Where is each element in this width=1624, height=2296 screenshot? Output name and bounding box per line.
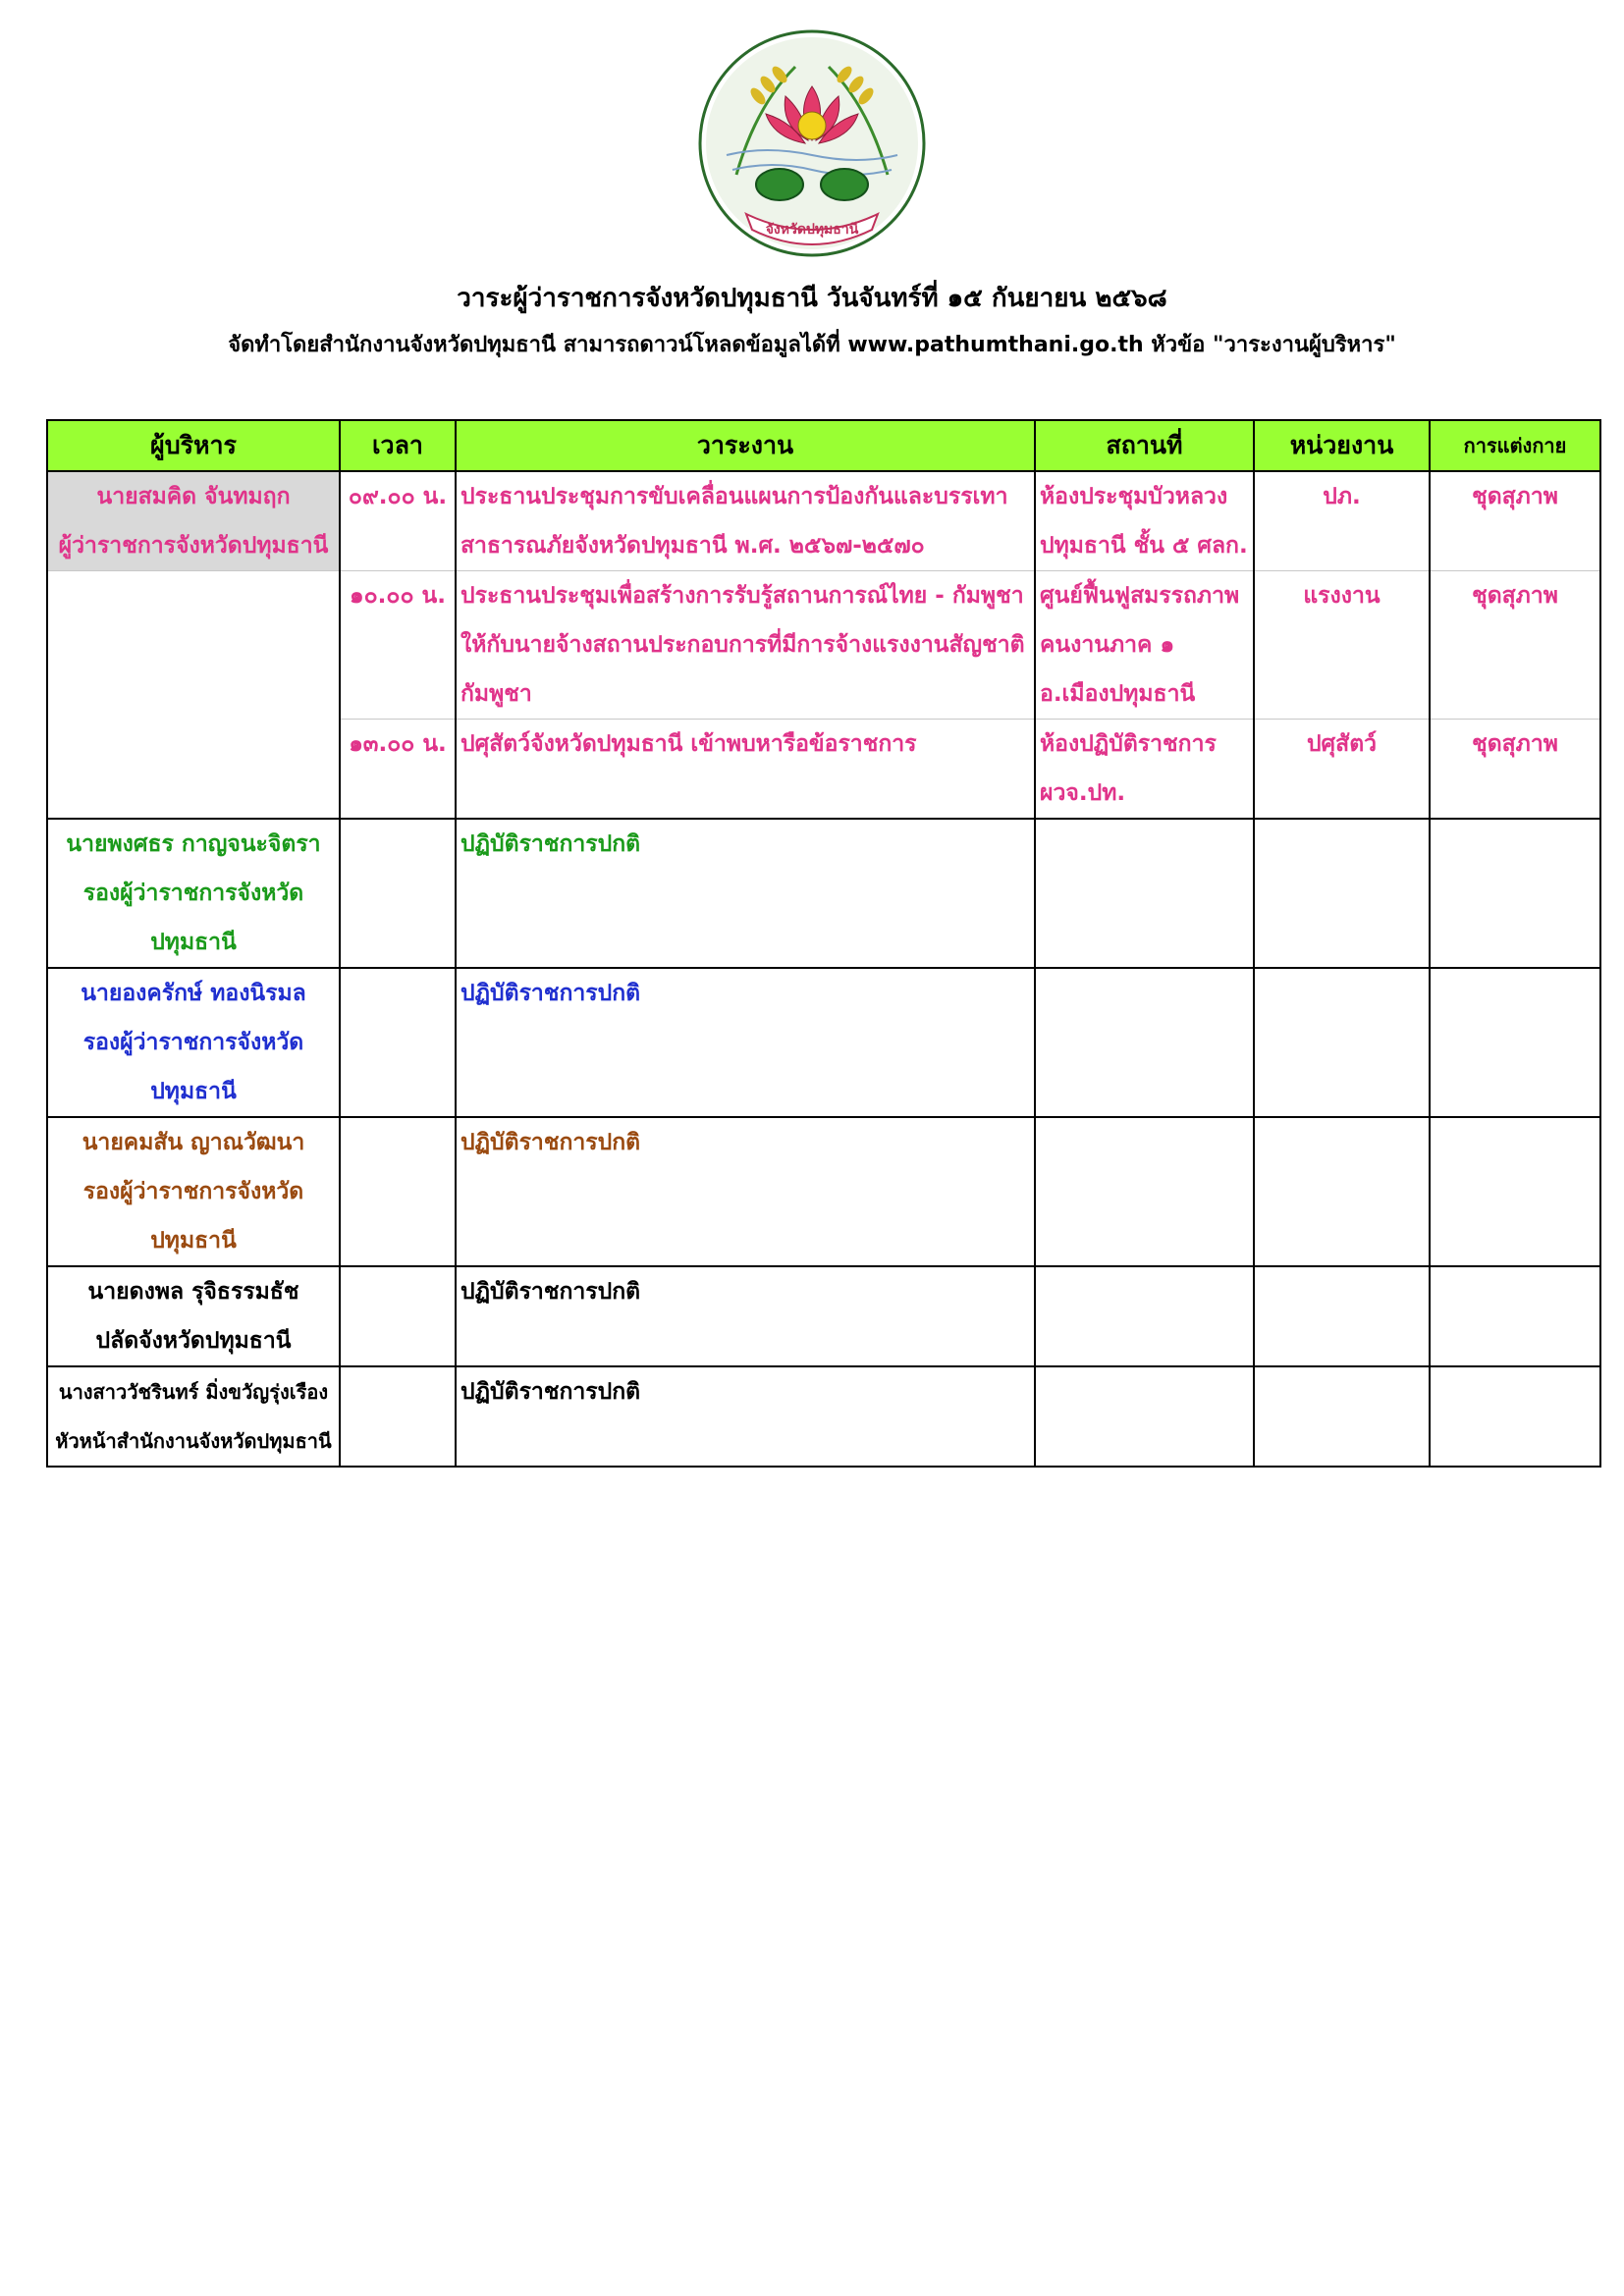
agency-cell bbox=[1254, 1117, 1430, 1266]
agenda-line: กัมพูชา bbox=[460, 681, 532, 707]
place-line: ศูนย์ฟื้นฟูสมรรถภาพ bbox=[1040, 583, 1240, 609]
agenda-cell bbox=[456, 471, 1035, 571]
place-line: อ.เมืองปทุมธานี bbox=[1040, 681, 1196, 707]
executive-position: รองผู้ว่าราชการจังหวัดปทุมธานี bbox=[82, 881, 304, 955]
time-cell bbox=[340, 1366, 456, 1467]
executive-position: ปลัดจังหวัดปทุมธานี bbox=[95, 1328, 292, 1354]
agenda-line: ประธานประชุมการขับเคลื่อนแผนการป้องกันและบรรเทา bbox=[460, 484, 1008, 509]
place-line: ห้องประชุมบัวหลวง bbox=[1040, 484, 1228, 509]
table-row bbox=[47, 471, 1600, 571]
time-cell: ๑๐.๐๐ น. bbox=[340, 571, 456, 720]
time-cell bbox=[340, 819, 456, 968]
page-subtitle: จัดทำโดยสำนักงานจังหวัดปทุมธานี สามารถดาวน์โหลดข้อมูลได้ที่ www.pathumthani.go.th หัวข้อ "วาระงานผู้บริหาร" bbox=[228, 333, 1396, 357]
place-line: ปทุมธานี ชั้น ๕ ศลก. bbox=[1040, 533, 1248, 559]
dress-cell bbox=[1430, 1366, 1600, 1467]
agenda-cell: ปฏิบัติราชการปกติ bbox=[456, 968, 1035, 1117]
dress-cell bbox=[1430, 1117, 1600, 1266]
table-header-row bbox=[47, 420, 1600, 471]
dress-cell: ชุดสุภาพ bbox=[1430, 571, 1600, 720]
executive-position: รองผู้ว่าราชการจังหวัดปทุมธานี bbox=[82, 1179, 304, 1254]
col-header-dress: การแต่งกาย bbox=[1430, 420, 1600, 471]
executive-position: รองผู้ว่าราชการจังหวัดปทุมธานี bbox=[82, 1030, 304, 1104]
executive-cell bbox=[47, 1266, 340, 1366]
place-cell bbox=[1035, 471, 1254, 571]
agenda-line: ให้กับนายจ้างสถานประกอบการที่มีการจ้างแรงงานสัญชาติ bbox=[460, 632, 1025, 658]
executive-cell bbox=[47, 968, 340, 1117]
agenda-cell: ปฏิบัติราชการปกติ bbox=[456, 1366, 1035, 1467]
executive-name: นายพงศธร กาญจนะจิตรา bbox=[66, 831, 321, 857]
time-cell bbox=[340, 1117, 456, 1266]
col-header-time: เวลา bbox=[340, 420, 456, 471]
agenda-line: ประธานประชุมเพื่อสร้างการรับรู้สถานการณ์ไทย - กัมพูชา bbox=[460, 583, 1024, 609]
table-row bbox=[47, 968, 1600, 1117]
empty-cell bbox=[47, 571, 340, 720]
agenda-line: สาธารณภัยจังหวัดปทุมธานี พ.ศ. ๒๕๖๗-๒๕๗๐ bbox=[460, 533, 925, 559]
page-title: วาระผู้ว่าราชการจังหวัดปทุมธานี วันจันทร์ที่ ๑๕ กันยายน ๒๕๖๘ bbox=[457, 284, 1167, 313]
executive-name: นายดงพล รุจิธรรมธัช bbox=[87, 1279, 299, 1305]
agency-cell: แรงงาน bbox=[1254, 571, 1430, 720]
agency-cell bbox=[1254, 1266, 1430, 1366]
time-cell: ๐๙.๐๐ น. bbox=[340, 471, 456, 571]
col-header-place: สถานที่ bbox=[1035, 420, 1254, 471]
schedule-table bbox=[46, 419, 1601, 1468]
dress-cell: ชุดสุภาพ bbox=[1430, 720, 1600, 820]
governor-position: ผู้ว่าราชการจังหวัดปทุมธานี bbox=[58, 533, 329, 559]
col-header-executive: ผู้บริหาร bbox=[47, 420, 340, 471]
dress-cell bbox=[1430, 1266, 1600, 1366]
executive-name: นายคมสัน ญาณวัฒนา bbox=[81, 1130, 305, 1155]
place-cell bbox=[1035, 1266, 1254, 1366]
place-cell bbox=[1035, 571, 1254, 720]
executive-cell bbox=[47, 1366, 340, 1467]
table-row bbox=[47, 1266, 1600, 1366]
agenda-cell: ปฏิบัติราชการปกติ bbox=[456, 1117, 1035, 1266]
svg-text:จังหวัดปทุมธานี: จังหวัดปทุมธานี bbox=[765, 222, 859, 238]
agenda-cell: ปฏิบัติราชการปกติ bbox=[456, 1266, 1035, 1366]
governor-cell bbox=[47, 471, 340, 571]
place-cell bbox=[1035, 1366, 1254, 1467]
dress-cell bbox=[1430, 819, 1600, 968]
col-header-agenda: วาระงาน bbox=[456, 420, 1035, 471]
executive-name: นางสาววัชรินทร์ มิ่งขวัญรุ่งเรือง bbox=[58, 1380, 329, 1404]
dress-cell bbox=[1430, 968, 1600, 1117]
agency-cell bbox=[1254, 1366, 1430, 1467]
executive-position: หัวหน้าสำนักงานจังหวัดปทุมธานี bbox=[55, 1429, 332, 1453]
place-line: ห้องปฏิบัติราชการ bbox=[1040, 731, 1217, 757]
place-line: ผวจ.ปท. bbox=[1040, 780, 1126, 806]
pathumthani-seal-logo bbox=[697, 27, 927, 261]
empty-cell bbox=[47, 720, 340, 820]
table-row bbox=[47, 720, 1600, 820]
time-cell: ๑๓.๐๐ น. bbox=[340, 720, 456, 820]
place-cell bbox=[1035, 819, 1254, 968]
agency-cell bbox=[1254, 968, 1430, 1117]
agenda-line: ปศุสัตว์จังหวัดปทุมธานี เข้าพบหารือข้อราชการ bbox=[460, 731, 917, 757]
table-row bbox=[47, 819, 1600, 968]
executive-cell bbox=[47, 1117, 340, 1266]
place-line: คนงานภาค ๑ bbox=[1040, 632, 1175, 658]
time-cell bbox=[340, 1266, 456, 1366]
table-row bbox=[47, 1366, 1600, 1467]
place-cell bbox=[1035, 968, 1254, 1117]
dress-cell: ชุดสุภาพ bbox=[1430, 471, 1600, 571]
agenda-cell bbox=[456, 720, 1035, 820]
agency-cell: ปภ. bbox=[1254, 471, 1430, 571]
table-row bbox=[47, 571, 1600, 720]
executive-name: นายองครักษ์ ทองนิรมล bbox=[81, 981, 306, 1006]
place-cell bbox=[1035, 720, 1254, 820]
place-cell bbox=[1035, 1117, 1254, 1266]
agenda-cell: ปฏิบัติราชการปกติ bbox=[456, 819, 1035, 968]
executive-cell bbox=[47, 819, 340, 968]
agency-cell: ปศุสัตว์ bbox=[1254, 720, 1430, 820]
agenda-cell bbox=[456, 571, 1035, 720]
table-row bbox=[47, 1117, 1600, 1266]
col-header-agency: หน่วยงาน bbox=[1254, 420, 1430, 471]
governor-name: นายสมคิด จันทมฤก bbox=[96, 484, 291, 509]
time-cell bbox=[340, 968, 456, 1117]
agency-cell bbox=[1254, 819, 1430, 968]
